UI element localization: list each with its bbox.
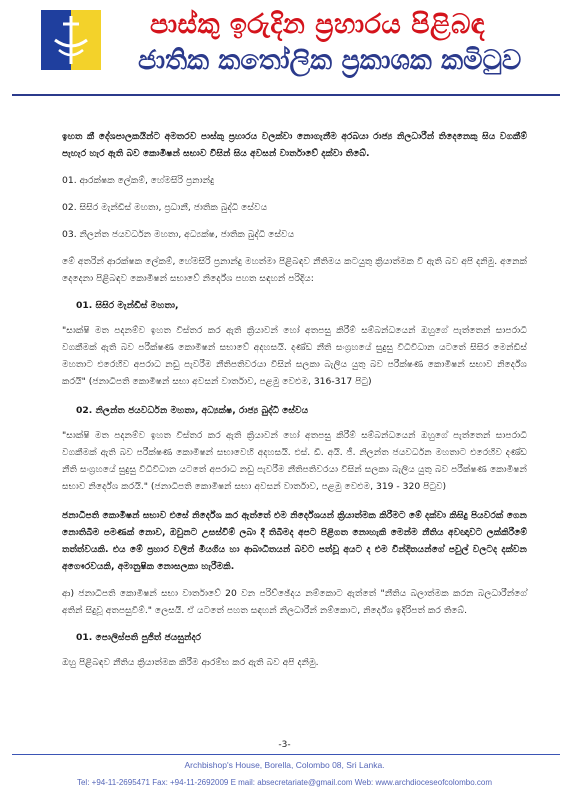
page-number: -3- (278, 740, 291, 750)
section-2-quote: "සාක්ෂි මත පදනම්ව ඉහත විස්තර කර ඇති ක්‍රියාවන් හෝ අතපසු කිරීම් සම්බන්ධයෙන් ඔහුගේ පැත්තෙන් සාපරාධී වගකීමක් ඇති බව පරීක්ෂණ කොමිෂන් සභාවෙහි අදහසයි. එස්. ඩී. අයි. ජී. නිලන්ත ජයවර්ධන මහතාට එරෙහිව දණ්ඩ නීති සංග්‍රහයේ සුදුසු විධිවිධාන යටතේ අපරාධ නඩු පැවරීම නීතිපතිවරයා විසින් සලකා බැලිය යුතු බව පරීක්ෂණ කොමිෂන් සභාව නිර්දේශ කරයි." (ජනාධිපති කොමිෂන් සභා අවසන් වාර්තාව, පළමු වෙළුම, 319 - 320 පිටුව) (62, 430, 527, 492)
header-divider (12, 94, 560, 96)
document-body (62, 128, 527, 681)
section-3-heading: 01. පොලිස්පති පුජිත් ජයසුන්දර (76, 632, 202, 643)
footer-divider (12, 754, 560, 755)
paragraph-2: මේ අතරින් ආරක්ෂක ලේකම්, හේමසිරි ප්‍රනාන්දු මහත්මා පිළිබඳව නීතිමය කටයුතු ක්‍රියාත්මක වී ඇති බව අපි දනිමු. අනෙක් දෙදෙනා පිළිබඳව කොමිෂන් සභාවේ නිර්දේශ පහත සඳහන් පරිදිය: (62, 256, 527, 284)
bold-paragraph: ජනාධිපති කොමිෂන් සභාව එසේ නිර්දේශ කර ඇත්තේ එම නිර්දේශයන් ක්‍රියාත්මක කිරීමට මේ දක්වා කිසිදු පියවරක් ගෙන නොතිබීම පමණක් නොව, ඔවුනට උසස්වීම් ලබා දී තිබීමද අපට පිළිගත නොහැකි මෙන්ම නීතිය අවඥාවට ලක්කිරීමේ තත්ත්වයකි. එය මේ ප්‍රහාර වලින් මියගිය හා ආබාධිතයන් බවට පත්වූ අයට ද එම වින්දිතයන්ගේ පවුල් වලටද දක්වන අගෞරවයකි, අමානුෂික නොසලකා හැරීමකි. (62, 510, 527, 572)
section-1-quote: "සාක්ෂි මත පදනම්ව ඉහත විස්තර කර ඇති ක්‍රියාවන් හෝ අතපසු කිරීම් සම්බන්ධයෙන් ඔහුගේ පැත්තෙන් සාපරාධී වගකීමක් ඇති බව පරීක්ෂණ කොමිෂන් සභාවේ අදහසයි. දණ්ඩ නීති සංග්‍රහයේ සුදුසු විධිවිධාන යටතේ සිසිර මෙන්ඩිස් මහතාට එරෙහිව අපරාධ නඩු පැවරීම නීතිපතිවරයා විසින් සලකා බැලිය යුතු බව පරීක්ෂණ කොමිෂන් සභාව නිර්දේශ කරයි" (ජනාධිපති කොමිෂන් සභා අවසන් වාර්තාව, පළමු වෙළුම, 316-317 පිටු) (62, 325, 527, 387)
footer-address: Archbishop's House, Borella, Colombo 08, Sri Lanka. (184, 760, 385, 770)
footer-contact: Tel: +94-11-2695471 Fax: +94-11-2692009 E mail: absecretariate@gmail.com Web: www.archdioceseofcolombo.com (76, 778, 492, 787)
officer-item-2: 02. සිසිර මැන්ඩිස් මහතා, ප්‍රධානී, ජාතික බුද්ධි සේවය (62, 202, 268, 213)
paragraph-3: ආ) ජනාධිපති කොමිෂන් සභා වාර්තාවේ 20 වන පරිච්ඡේදය නම්කොට ඇත්තේ "නීතිය බලාත්මක කරන බලධාරීන්ගේ අතින් සිදුවූ අතපසුවීම්." ලෙසයි. ඒ යටතේ පහත සඳහන් නිලධාරීන් නම්කොට, නිර්දේශ ඉදිරිපත් කර තිබේ. (62, 588, 527, 616)
header-title-line1: පාස්කු ඉරුදින ප්‍රහාරය පිළිබඳ (150, 9, 486, 40)
church-emblem-icon (41, 10, 101, 70)
officer-item-3: 03. නිලන්ත ජයවර්ධන මහතා, අධ්‍යක්ෂ, ජාතික බුද්ධි සේවය (62, 229, 295, 240)
header-title-line2: ජාතික කතෝලික ප්‍රකාශක කමිටුව (138, 45, 522, 76)
intro-paragraph: ඉහත කී දේශපාලකයින්ට අමතරව පාස්කු ප්‍රහාරය වලක්වා නොගැනීම අරබයා රාජ්‍ය නිලධාරීන් තිදෙනෙකු සිය වගකීම් පැහැර හැර ඇති බව කොමිෂන් සභාව විසින් සිය අවසන් වාර්තාවේ දක්වා තිබේ. (62, 131, 527, 159)
paragraph-4: ඔහු පිළිබඳව නීතිය ක්‍රියාත්මක කිරීම ආරම්භ කර ඇති බව අපි දනිමු. (62, 657, 319, 668)
section-2-heading: 02. නිලන්ත ජයවර්ධන මහතා, අධ්‍යක්ෂ, රාජ්‍ය බුද්ධි සේවය (76, 405, 309, 416)
officer-item-1: 01. ආරක්ෂක ලේකම්, හේමසිරි ප්‍රනාන්දු (62, 175, 215, 186)
letterhead (0, 0, 569, 108)
section-1-heading: 01. සිසිර මැන්ඩිස් මහතා, (76, 300, 179, 311)
